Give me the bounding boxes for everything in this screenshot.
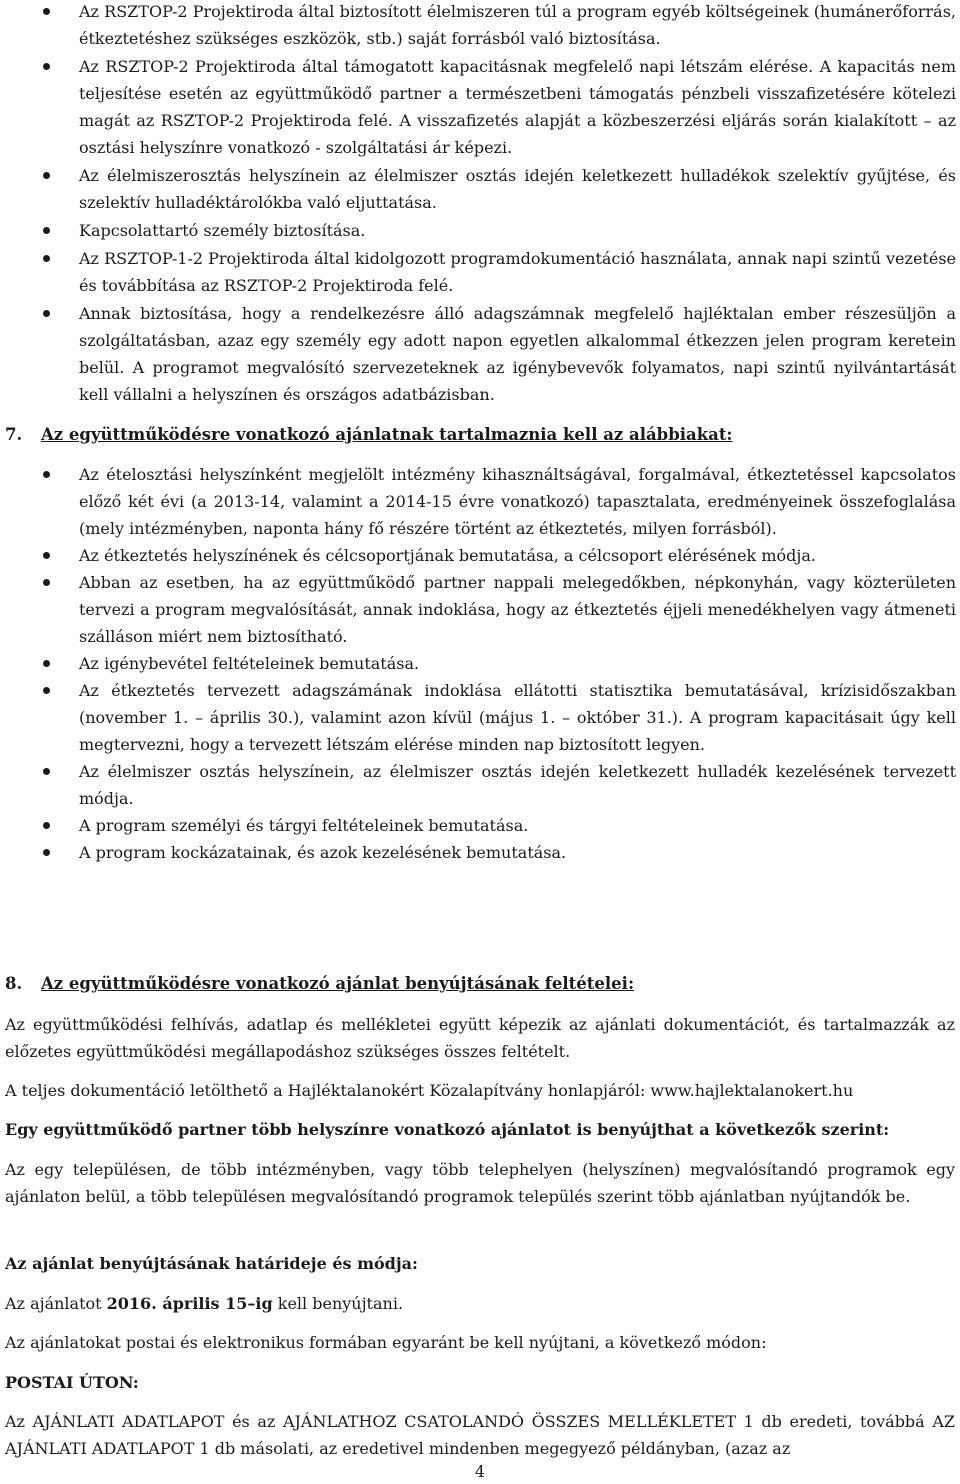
obligations-list bbox=[0, 0, 960, 409]
postal-paragraph: Az AJÁNLATI ADATLAPOT és az AJÁNLATHOZ CSATOLANDÓ ÖSSZES MELLÉKLETET 1 db eredeti, továbbá AZ AJÁNLATI ADATLAPOT 1 db másolati, az eredetivel mindenben megegyező példányban, (azaz az bbox=[5, 1412, 955, 1458]
deadline-paragraph bbox=[5, 1290, 955, 1317]
section-title: Az együttműködésre vonatkozó ajánlat benyújtásának feltételei: bbox=[41, 974, 635, 993]
list-item: Kapcsolattartó személy biztosítása. bbox=[0, 217, 960, 244]
deadline-suffix: kell benyújtani. bbox=[272, 1294, 404, 1313]
section-7-heading bbox=[5, 422, 945, 448]
postal-heading: POSTAI ÚTON: bbox=[5, 1373, 139, 1392]
submission-paragraph: Az ajánlatokat postai és elektronikus formában egyaránt be kell nyújtani, a következő módon: bbox=[5, 1333, 767, 1352]
list-item: Az igénybevétel feltételeinek bemutatása. bbox=[0, 650, 960, 677]
list-item: Az ételosztási helyszínként megjelölt intézmény kihasználtságával, forgalmával, étkeztetéssel kapcsolatos előző két évi (a 2013-14, valamint a 2014-15 évre vonatkozó) tapasztalata, eredményeinek összefoglalása (mely intézményben, naponta hány fő részére történt az étkeztetés, milyen forrásból). bbox=[0, 461, 960, 542]
list-item: A program személyi és tárgyi feltételeinek bemutatása. bbox=[0, 812, 960, 839]
deadline-date: 2016. április 15–ig bbox=[106, 1294, 273, 1313]
section-number: 7. bbox=[5, 425, 23, 444]
list-item: Az élelmiszer osztás helyszínein, az élelmiszer osztás idején keletkezett hulladék kezelésének tervezett módja. bbox=[0, 758, 960, 812]
offer-contents-list bbox=[0, 461, 960, 866]
deadline-heading: Az ajánlat benyújtásának határideje és módja: bbox=[5, 1254, 418, 1273]
multi-site-heading: Egy együttműködő partner több helyszínre vonatkozó ajánlatot is benyújthat a következők szerint: bbox=[5, 1120, 890, 1139]
page-number: 4 bbox=[474, 1462, 486, 1481]
list-item: Az RSZTOP-2 Projektiroda által biztosított élelmiszeren túl a program egyéb költségeinek (humánerőforrás, étkeztetéshez szükséges eszközök, stb.) saját forrásból való biztosítása. bbox=[0, 0, 960, 52]
list-item: A program kockázatainak, és azok kezelésének bemutatása. bbox=[0, 839, 960, 866]
deadline-prefix: Az ajánlatot bbox=[5, 1294, 107, 1313]
multi-site-paragraph: Az egy településen, de több intézményben, vagy több telephelyen (helyszínen) megvalósítandó programok egy ajánlaton belül, a több településen megvalósítandó programok település szerint több ajánlatban nyújtandók be. bbox=[5, 1160, 955, 1206]
section-title: Az együttműködésre vonatkozó ajánlatnak tartalmaznia kell az alábbiakat: bbox=[41, 425, 733, 444]
documentation-paragraph: Az együttműködési felhívás, adatlap és mellékletei együtt képezik az ajánlati dokumentációt, és tartalmazzák az előzetes együttműködési megállapodáshoz szükséges összes feltételt. bbox=[5, 1015, 955, 1061]
list-item: Az étkeztetés helyszínének és célcsoportjának bemutatása, a célcsoport elérésének módja. bbox=[0, 542, 960, 569]
section-number: 8. bbox=[5, 974, 23, 993]
list-item: Az RSZTOP-1-2 Projektiroda által kidolgozott programdokumentáció használata, annak napi szintű vezetése és továbbítása az RSZTOP-2 Projektiroda felé. bbox=[0, 245, 960, 299]
list-item: Az RSZTOP-2 Projektiroda által támogatott kapacitásnak megfelelő napi létszám elérése. A kapacitás nem teljesítése esetén az együttműködő partner a természetbeni támogatás pénzbeli visszafizetésére kötelezi magát az RSZTOP-2 Projektiroda felé. A visszafizetés alapját a közbeszerzési eljárás során kialakított – az osztási helyszínre vonatkozó - szolgáltatási ár képezi. bbox=[0, 53, 960, 161]
list-item: Abban az esetben, ha az együttműködő partner nappali melegedőkben, népkonyhán, vagy közterületen tervezi a program megvalósítását, annak indoklása, hogy az étkeztetés éjjeli menedékhelyen vagy átmeneti szálláson miért nem biztosítható. bbox=[0, 569, 960, 650]
list-item: Annak biztosítása, hogy a rendelkezésre álló adagszámnak megfelelő hajléktalan ember részesüljön a szolgáltatásban, azaz egy személy egy adott napon egyetlen alkalommal étkezzen jelen program keretein belül. A programot megvalósító szervezeteknek az igénybevevők folyamatos, napi szintű nyilvántartását kell vállalni a helyszínen és országos adatbázisban. bbox=[0, 300, 960, 408]
list-item: Az élelmiszerosztás helyszínein az élelmiszer osztás idején keletkezett hulladékok szelektív gyűjtése, és szelektív hulladéktárolókba való eljuttatása. bbox=[0, 162, 960, 216]
section-8-heading bbox=[5, 971, 945, 997]
download-paragraph: A teljes dokumentáció letölthető a Hajléktalanokért Közalapítvány honlapjáról: www.hajlektalanokert.hu bbox=[5, 1081, 854, 1100]
list-item: Az étkeztetés tervezett adagszámának indoklása ellátotti statisztika bemutatásával, krízisidőszakban (november 1. – április 30.), valamint azon kívül (május 1. – október 31.). A program kapacitásait úgy kell megtervezni, hogy a tervezett létszám elérése minden nap biztosított legyen. bbox=[0, 677, 960, 758]
